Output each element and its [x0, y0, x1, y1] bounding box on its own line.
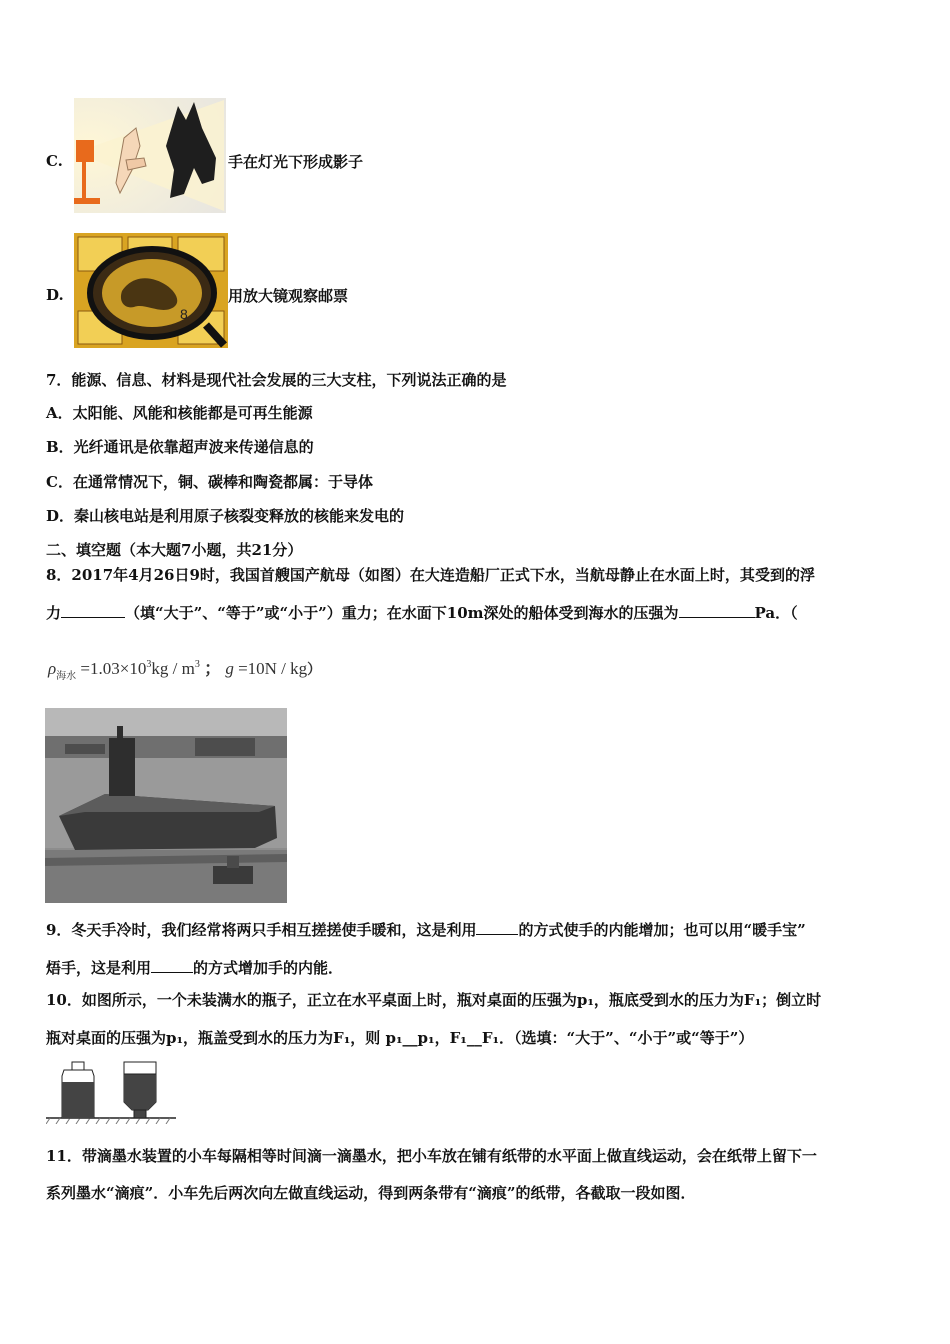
shadow-hand-illustration: [74, 98, 226, 213]
formula-separator: ；: [204, 659, 222, 678]
option-c-label: C.: [46, 152, 63, 170]
g-symbol: g: [225, 659, 234, 678]
section-title: 二、填空题（本大题7小题，共21分）: [46, 541, 303, 559]
rho-subscript: 海水: [56, 671, 77, 682]
rho-unit-exponent: 3: [194, 659, 200, 670]
q10-line1: 10．如图所示，一个未装满水的瓶子，正立在水平桌面上时，瓶对桌面的压强为p₁，瓶底受到水的压力为F₁；倒立时: [46, 991, 822, 1009]
g-value: =10N / kg: [238, 659, 308, 678]
q9-text-a: 9．冬天手冷时，我们经常将两只手相互搓搓使手暖和，这是利用: [46, 921, 477, 939]
q9-line1: [46, 920, 806, 940]
q8-line2: [46, 603, 798, 623]
option-d-caption: 用放大镜观察邮票: [228, 287, 349, 305]
q7-option-c: C．在通常情况下，铜、碳棒和陶瓷都属：于导体: [46, 473, 373, 491]
q8-line1: 8．2017年4月26日9时，我国首艘国产航母（如图）在大连造船厂正式下水，当航母静止在水面上时，其受到的浮: [46, 566, 815, 584]
q9-text-b: 的方式使手的内能增加；也可以用“暖手宝”: [518, 921, 806, 939]
aircraft-carrier-photo: [45, 708, 287, 903]
bottles-illustration: [46, 1060, 176, 1124]
q7-option-b: B．光纤通讯是依靠超声波来传递信息的: [46, 438, 314, 456]
q7-option-d: D．秦山核电站是利用原子核裂变释放的核能来发电的: [46, 507, 405, 525]
q8-text-a: 力: [46, 604, 62, 622]
q9-text-d: 的方式增加手的内能．: [193, 959, 344, 977]
q8-text-b: （填“大于”、“等于”或“小于”）重力；在水面下10m深处的船体受到海水的压强为: [125, 604, 679, 622]
q8-text-c: Pa．（: [754, 604, 798, 622]
q7-stem: 7．能源、信息、材料是现代社会发展的三大支柱，下列说法正确的是: [46, 371, 507, 389]
q11-line1: 11．带滴墨水装置的小车每隔相等时间滴一滴墨水，把小车放在铺有纸带的水平面上做直线运动，会在纸带上留下一: [46, 1147, 817, 1165]
option-d-label: D.: [46, 286, 64, 304]
svg-text:8: 8: [180, 306, 188, 322]
q9-text-c: 焐手，这是利用: [46, 959, 152, 977]
q7-option-a: A．太阳能、风能和核能都是可再生能源: [46, 404, 313, 422]
formula-close: ）: [307, 663, 322, 678]
rho-exponent: 3: [146, 659, 152, 670]
q9-blank-2[interactable]: [151, 958, 193, 973]
q8-blank-1[interactable]: [61, 603, 125, 618]
q8-formula: [48, 654, 322, 682]
rho-unit: kg / m: [151, 659, 195, 678]
q11-line2: 系列墨水“滴痕”．小车先后两次向左做直线运动，得到两条带有“滴痕”的纸带，各截取一段如图．: [46, 1184, 696, 1202]
q8-blank-2[interactable]: [679, 603, 755, 618]
magnifier-stamp-illustration: [74, 233, 228, 348]
rho-value: =1.03×10: [80, 659, 147, 678]
rho-symbol: ρ: [48, 659, 57, 678]
q9-blank-1[interactable]: [476, 920, 518, 935]
option-c-caption: 手在灯光下形成影子: [228, 153, 364, 171]
q9-line2: [46, 958, 343, 978]
q10-line2: 瓶对桌面的压强为p₁，瓶盖受到水的压力为F₁，则 p₁__p₁，F₁__F₁．（选填：“大于”、“小于”或“等于”）: [46, 1029, 754, 1047]
